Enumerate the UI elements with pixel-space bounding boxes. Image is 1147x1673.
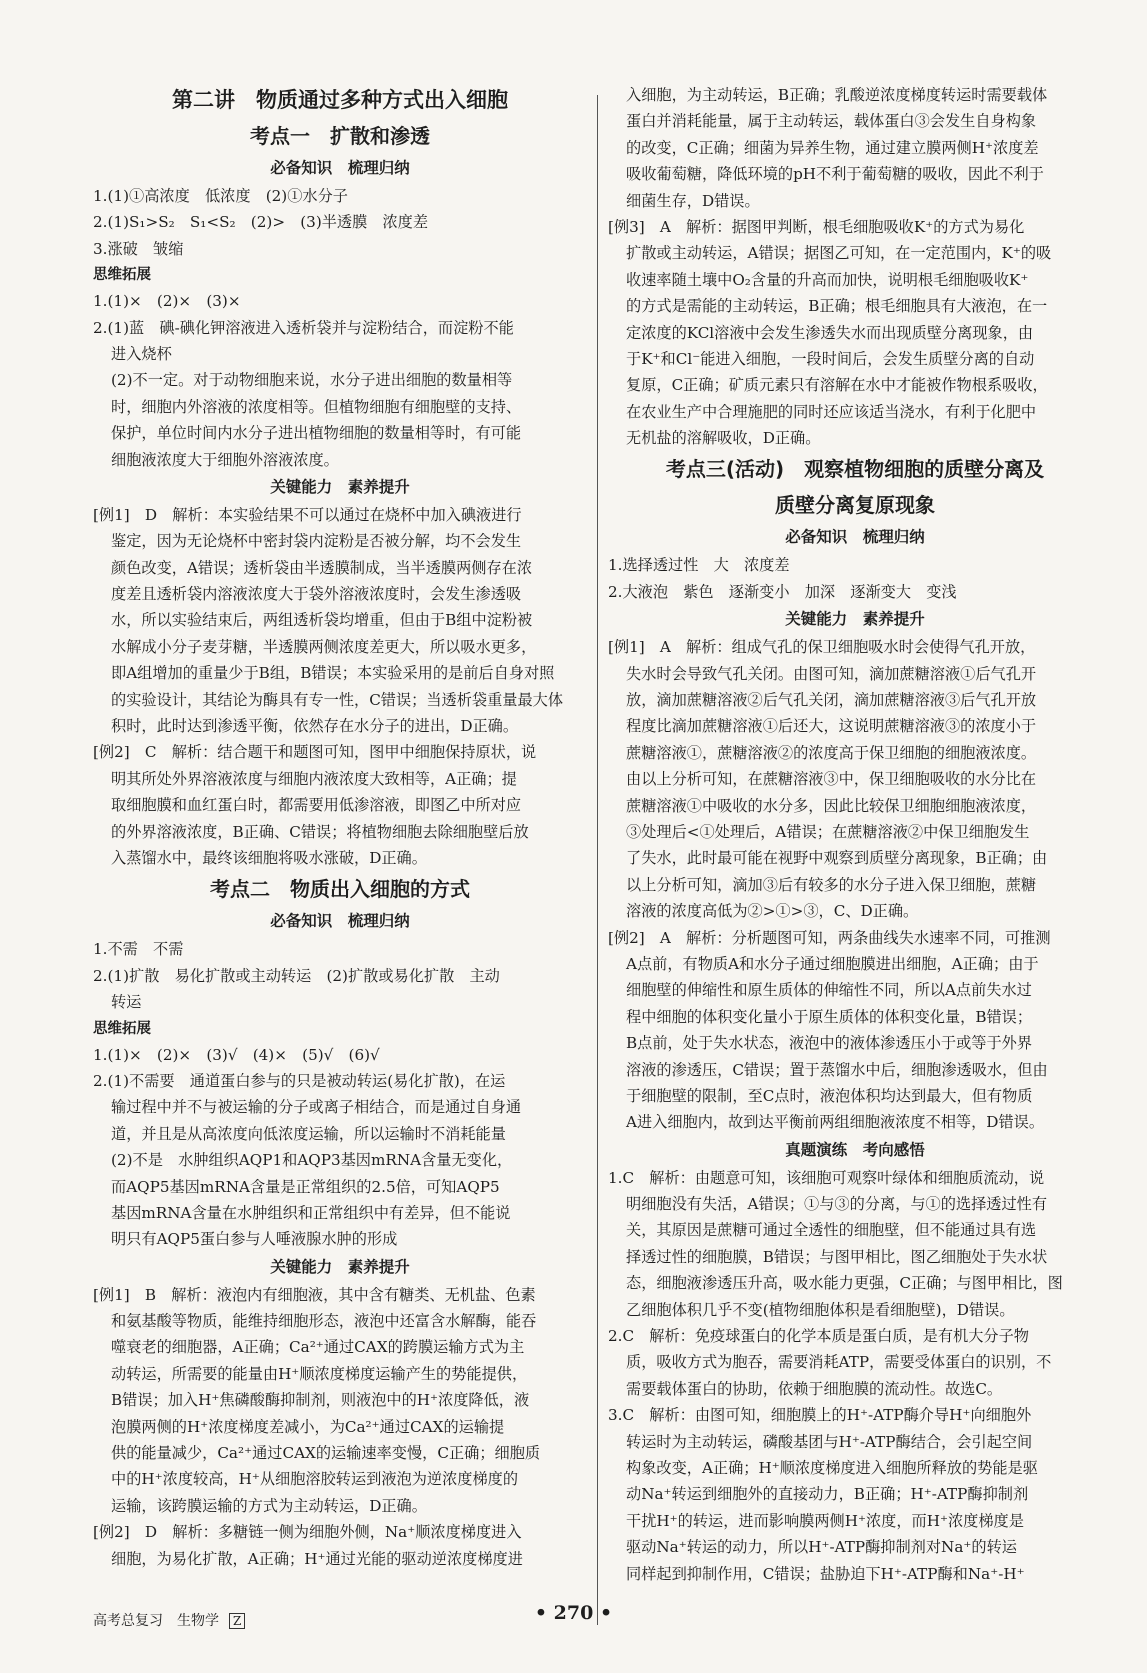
- text-line: 1.选择透过性 大 浓度差: [608, 556, 790, 575]
- text-line: 定浓度的KCl溶液中会发生渗透失水而出现质壁分离现象，由: [626, 323, 1034, 342]
- text-line: 放，滴加蔗糖溶液②后气孔关闭，滴加蔗糖溶液③后气孔开放: [626, 691, 1037, 710]
- text-line: A进入细胞内，故到达平衡前两组细胞液浓度不相等，D错误。: [626, 1113, 1045, 1132]
- text-line: 驱动Na⁺转运的动力，所以H⁺-ATP酶抑制剂对Na⁺的转运: [626, 1538, 1017, 1557]
- text-line: 关，其原因是蔗糖可通过全透性的细胞壁，但不能通过具有选: [626, 1221, 1037, 1240]
- text-line: (2)不一定。对于动物细胞来说，水分子进出细胞的数量相等: [111, 371, 513, 390]
- text-line: 和氨基酸等物质，能维持细胞形态，液泡中还富含水解酶，能吞: [111, 1312, 537, 1331]
- text-line: 供的能量减少，Ca²⁺通过CAX的运输速率变慢，C正确；细胞质: [111, 1444, 541, 1463]
- section-heading: 考点二 物质出入细胞的方式: [210, 877, 470, 902]
- text-line: 进入烧杯: [111, 344, 172, 363]
- text-line: (2)不是 水肿组织AQP1和AQP3基因mRNA含量无变化，: [111, 1151, 513, 1170]
- subsection-heading: 关键能力 素养提升: [785, 610, 925, 629]
- text-line: 3.C 解析：由图可知，细胞膜上的H⁺-ATP酶介导H⁺向细胞外: [608, 1406, 1032, 1425]
- subsection-heading: 必备知识 梳理归纳: [785, 528, 925, 547]
- text-line: 程中细胞的体积变化量小于原生质体的体积变化量，B错误；: [626, 1007, 1033, 1026]
- text-line: 输过程中并不与被运输的分子或离子相结合，而是通过自身通: [111, 1098, 522, 1117]
- text-line: ③处理后<①处理后，A错误；在蔗糖溶液②中保卫细胞发生: [626, 822, 1030, 841]
- text-line: 运输，该跨膜运输的方式为主动转运，D正确。: [111, 1496, 427, 1515]
- text-line: 1.C 解析：由题意可知，该细胞可观察叶绿体和细胞质流动，说: [608, 1168, 1045, 1187]
- text-line: [例1] B 解析：液泡内有细胞液，其中含有糖类、无机盐、色素: [93, 1285, 536, 1304]
- text-line: 2.大液泡 紫色 逐渐变小 加深 逐渐变大 变浅: [608, 582, 957, 601]
- text-line: 明只有AQP5蛋白参与人唾液腺水肿的形成: [111, 1230, 398, 1249]
- text-line: 失水时会导致气孔关闭。由图可知，滴加蔗糖溶液①后气孔开: [626, 664, 1037, 683]
- text-line: 保护，单位时间内水分子进出植物细胞的数量相等时，有可能: [111, 424, 522, 443]
- text-line: 积时，此时达到渗透平衡，依然存在水分子的进出，D正确。: [111, 717, 519, 736]
- text-line: 1.(1)× (2)× (3)×: [93, 292, 241, 311]
- subsection-heading: 必备知识 梳理归纳: [270, 159, 410, 177]
- text-line: 乙细胞体积几乎不变(植物细胞体积是看细胞壁)，D错误。: [626, 1300, 1015, 1319]
- text-line: 动转运，所需要的能量由H⁺顺浓度梯度运输产生的势能提供，: [111, 1364, 528, 1383]
- subsection-heading: 关键能力 素养提升: [270, 477, 410, 496]
- text-line: 2.(1)S₁>S₂ S₁<S₂ (2)> (3)半透膜 浓度差: [93, 213, 429, 232]
- text-line: 明细胞没有失活，A错误；①与③的分离，与①的选择透过性有: [626, 1195, 1048, 1214]
- text-line: [例2] C 解析：结合题干和题图可知，图甲中细胞保持原状，说: [93, 743, 537, 762]
- text-line: 基因mRNA含量在水肿组织和正常组织中有差异，但不能说: [111, 1203, 511, 1222]
- text-line: 构象改变，A正确；H⁺顺浓度梯度进入细胞所释放的势能是驱: [626, 1458, 1038, 1477]
- text-line: 以上分析可知，滴加③后有较多的水分子进入保卫细胞，蔗糖: [626, 875, 1037, 894]
- text-line: 即A组增加的重量少于B组，B错误；本实验采用的是前后自身对照: [111, 664, 555, 683]
- text-line: 2.C 解析：免疫球蛋白的化学本质是蛋白质，是有机大分子物: [608, 1327, 1029, 1346]
- chapter-title: 第二讲 物质通过多种方式出入细胞: [172, 88, 508, 112]
- text-line: 溶液的浓度高低为②>①>③，C、D正确。: [626, 902, 919, 921]
- text-line: [例2] A 解析：分析题图可知，两条曲线失水速率不同，可推测: [608, 928, 1051, 947]
- text-line: 1.不需 不需: [93, 940, 184, 959]
- text-line: 2.(1)扩散 易化扩散或主动转运 (2)扩散或易化扩散 主动: [93, 966, 500, 985]
- text-line: [例1] D 解析：本实验结果不可以通过在烧杯中加入碘液进行: [93, 505, 522, 524]
- text-line: 度差且透析袋内溶液浓度大于袋外溶液浓度时，会发生渗透吸: [111, 585, 522, 604]
- text-line: 择透过性的细胞膜，B错误；与图甲相比，图乙细胞处于失水状: [626, 1247, 1048, 1266]
- text-line: 取细胞膜和血红蛋白时，都需要用低渗溶液，即图乙中所对应: [111, 796, 522, 815]
- text-line: 3.涨破 皱缩: [93, 239, 184, 258]
- text-line: 细胞，为易化扩散，A正确；H⁺通过光能的驱动逆浓度梯度进: [111, 1549, 523, 1568]
- section-heading: 考点一 扩散和渗透: [250, 124, 430, 148]
- text-line: 泡膜两侧的H⁺浓度梯度差减小，为Ca²⁺通过CAX的运输提: [111, 1417, 505, 1436]
- text-line: 噬衰老的细胞器，A正确；Ca²⁺通过CAX的跨膜运输方式为主: [111, 1338, 525, 1357]
- section-heading: 质壁分离复原现象: [775, 493, 935, 518]
- text-line: 需要载体蛋白的协助，依赖于细胞膜的流动性。故选C。: [626, 1379, 1003, 1398]
- text-line: 时，细胞内外溶液的浓度相等。但植物细胞有细胞壁的支持、: [111, 397, 522, 416]
- footer-badge: Z: [229, 1613, 245, 1629]
- text-line: 动Na⁺转运到细胞外的直接动力，B正确；H⁺-ATP酶抑制剂: [626, 1485, 1029, 1504]
- text-line: 水，所以实验结束后，两组透析袋均增重，但由于B组中淀粉被: [111, 611, 533, 630]
- text-line: 于K⁺和Cl⁻能进入细胞，一段时间后，会发生质壁分离的自动: [626, 349, 1035, 368]
- text-line: 复原，C正确；矿质元素只有溶解在水中才能被作物根系吸收，: [626, 376, 1048, 395]
- text-line: 1.(1)× (2)× (3)√ (4)× (5)√ (6)√: [93, 1045, 380, 1064]
- text-line: 质，吸收方式为胞吞，需要消耗ATP，需要受体蛋白的识别，不: [626, 1353, 1052, 1372]
- subheading: 思维拓展: [93, 267, 151, 284]
- text-line: 的改变，C正确；细菌为异养生物，通过建立膜两侧H⁺浓度差: [626, 138, 1039, 157]
- subsection-heading: 关键能力 素养提升: [270, 1257, 410, 1276]
- text-line: 2.(1)蓝 碘-碘化钾溶液进入透析袋并与淀粉结合，而淀粉不能: [93, 318, 514, 337]
- text-line: [例2] D 解析：多糖链一侧为细胞外侧，Na⁺顺浓度梯度进入: [93, 1523, 522, 1542]
- text-line: 收速率随土壤中O₂含量的升高而加快，说明根毛细胞吸收K⁺: [626, 270, 1029, 289]
- text-line: 蔗糖溶液①，蔗糖溶液②的浓度高于保卫细胞的细胞液浓度。: [626, 743, 1037, 762]
- text-line: 水解成小分子麦芽糖，半透膜两侧浓度差更大，所以吸水更多，: [111, 637, 537, 656]
- text-line: 的外界溶液浓度，B正确、C错误；将植物细胞去除细胞壁后放: [111, 822, 529, 841]
- text-line: 蛋白并消耗能量，属于主动转运，载体蛋白③会发生自身构象: [626, 112, 1037, 131]
- text-line: 1.(1)①高浓度 低浓度 (2)①水分子: [93, 187, 348, 205]
- text-line: 道，并且是从高浓度向低浓度运输，所以运输时不消耗能量: [111, 1124, 506, 1143]
- text-line: 无机盐的溶解吸收，D正确。: [626, 429, 821, 448]
- footer-text: 高考总复习 生物学: [93, 1613, 219, 1629]
- column-divider: [597, 95, 598, 1625]
- text-line: 在农业生产中合理施肥的同时还应该适当浇水，有利于化肥中: [626, 402, 1037, 421]
- text-line: 转运时为主动转运，磷酸基团与H⁺-ATP酶结合，会引起空间: [626, 1432, 1033, 1451]
- text-line: [例3] A 解析：据图甲判断，根毛细胞吸收K⁺的方式为易化: [608, 217, 1025, 236]
- text-line: 态，细胞液渗透压升高，吸水能力更强，C正确；与图甲相比，图: [626, 1274, 1063, 1293]
- left-column: [93, 82, 587, 1572]
- text-line: 了失水，此时最可能在视野中观察到质壁分离现象，B正确；由: [626, 849, 1048, 868]
- text-line: 的实验设计，其结论为酶具有专一性，C错误；当透析袋重量最大体: [111, 690, 564, 709]
- text-line: 干扰H⁺的转运，进而影响膜两侧H⁺浓度，而H⁺浓度梯度是: [626, 1511, 1024, 1530]
- section-heading: 考点三(活动) 观察植物细胞的质壁分离及: [665, 457, 1045, 482]
- text-line: 溶液的渗透压，C错误；置于蒸馏水中后，细胞渗透吸水，但由: [626, 1060, 1048, 1079]
- text-line: 扩散或主动转运，A错误；据图乙可知，在一定范围内，K⁺的吸: [626, 244, 1052, 263]
- text-line: 的方式是需能的主动转运，B正确；根毛细胞具有大液泡，在一: [626, 297, 1048, 316]
- text-line: 细菌生存，D错误。: [626, 191, 760, 210]
- text-line: 鉴定，因为无论烧杯中密封袋内淀粉是否被分解，均不会发生: [111, 532, 522, 551]
- text-line: 颜色改变，A错误；透析袋由半透膜制成，当半透膜两侧存在浓: [111, 558, 533, 577]
- text-line: 而AQP5基因mRNA含量是正常组织的2.5倍，可知AQP5: [111, 1177, 500, 1196]
- text-line: 由以上分析可知，在蔗糖溶液③中，保卫细胞吸收的水分比在: [626, 770, 1037, 789]
- text-line: 程度比滴加蔗糖溶液①后还大，这说明蔗糖溶液③的浓度小于: [626, 717, 1037, 736]
- text-line: A点前，有物质A和水分子通过细胞膜进出细胞，A正确；由于: [626, 954, 1039, 973]
- text-line: 于细胞壁的限制，至C点时，液泡体积均达到最大，但有物质: [626, 1086, 1033, 1105]
- page-number: • 270 •: [534, 1602, 613, 1624]
- text-line: 入细胞，为主动转运，B正确；乳酸逆浓度梯度转运时需要载体: [626, 86, 1048, 104]
- text-line: 中的H⁺浓度较高，H⁺从细胞溶胶转运到液泡为逆浓度梯度的: [111, 1470, 519, 1489]
- right-column: [608, 82, 1102, 1587]
- text-line: 转运: [111, 993, 142, 1012]
- text-line: 蔗糖溶液①中吸收的水分多，因此比较保卫细胞细胞液浓度，: [626, 796, 1037, 815]
- text-line: 同样起到抑制作用，C错误；盐胁迫下H⁺-ATP酶和Na⁺-H⁺: [626, 1564, 1025, 1583]
- text-line: 细胞壁的伸缩性和原生质体的伸缩性不同，所以A点前失水过: [626, 981, 1032, 1000]
- subheading: 思维拓展: [93, 1020, 151, 1037]
- text-line: 明其所处外界溶液浓度与细胞内液浓度大致相等，A正确；提: [111, 769, 517, 788]
- text-line: 细胞液浓度大于细胞外溶液浓度。: [111, 450, 339, 469]
- text-line: B错误；加入H⁺焦磷酸酶抑制剂，则液泡中的H⁺浓度降低，液: [111, 1391, 530, 1410]
- subsection-heading: 真题演练 考向感悟: [785, 1140, 925, 1159]
- text-line: 吸收葡萄糖，降低环境的pH不利于葡萄糖的吸收，因此不利于: [626, 165, 1044, 184]
- text-line: [例1] A 解析：组成气孔的保卫细胞吸水时会使得气孔开放，: [608, 638, 1036, 657]
- text-line: B点前，处于失水状态，液泡中的液体渗透压小于或等于外界: [626, 1034, 1033, 1053]
- subsection-heading: 必备知识 梳理归纳: [270, 912, 410, 931]
- text-line: 2.(1)不需要 通道蛋白参与的只是被动转运(易化扩散)，在运: [93, 1071, 506, 1090]
- text-line: 入蒸馏水中，最终该细胞将吸水涨破，D正确。: [111, 848, 427, 867]
